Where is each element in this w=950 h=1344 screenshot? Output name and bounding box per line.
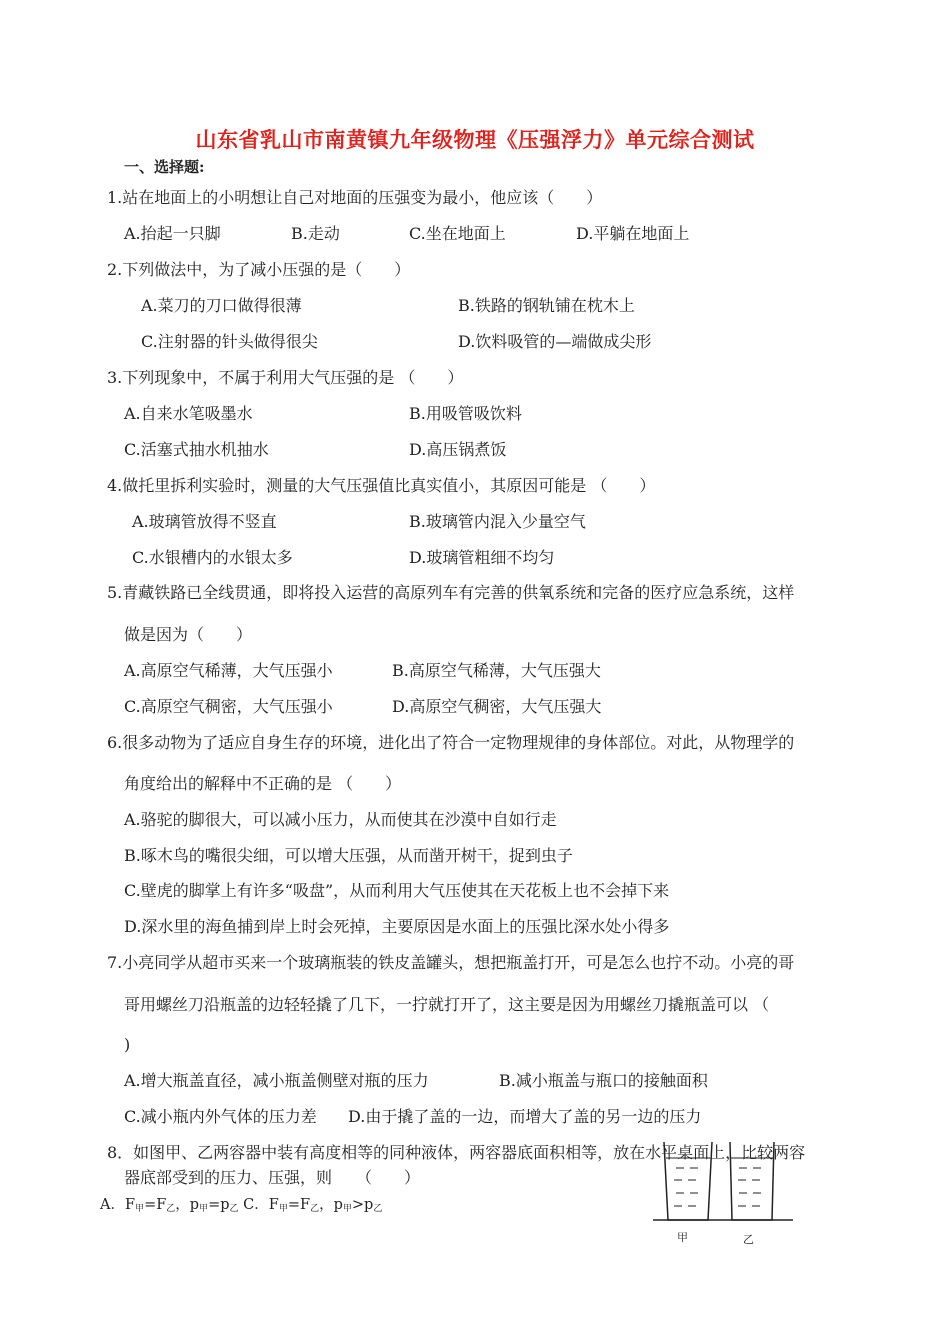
question-2-stem: 2.下列做法中，为了减小压强的是（ ） xyxy=(107,260,411,279)
section-heading: 一、选择题: xyxy=(124,158,205,176)
question-1-option-a: A.抬起一只脚 xyxy=(124,224,221,243)
liquid-hatching-yi xyxy=(738,1168,761,1206)
question-3-option-c: C.活塞式抽水机抽水 xyxy=(124,440,269,459)
question-3-option-a: A.自来水笔吸墨水 xyxy=(124,404,253,423)
question-5-option-a: A.高原空气稀薄，大气压强小 xyxy=(124,661,333,680)
question-5-option-c: C.高原空气稠密，大气压强小 xyxy=(124,697,333,716)
question-2-option-c: C.注射器的针头做得很尖 xyxy=(141,332,318,351)
question-5-stem-line-2: 做是因为（ ） xyxy=(124,625,253,644)
question-5-option-d: D.高原空气稠密，大气压强大 xyxy=(392,697,602,716)
question-5-stem-line-1: 5.青藏铁路已全线贯通，即将投入运营的高原列车有完善的供氧系统和完备的医疗应急系统，这样 xyxy=(107,583,795,602)
question-6-option-b: B.啄木鸟的嘴很尖细，可以增大压强，从而凿开树干，捉到虫子 xyxy=(124,846,573,865)
question-4-option-a: A.玻璃管放得不竖直 xyxy=(132,512,277,531)
liquid-hatching-jia xyxy=(674,1168,698,1206)
question-6-stem-line-2: 角度给出的解释中不正确的是 （ ） xyxy=(124,774,402,793)
question-3-stem: 3.下列现象中，不属于利用大气压强的是 （ ） xyxy=(107,368,464,387)
question-7-stem-line-1: 7.小亮同学从超市买来一个玻璃瓶装的铁皮盖罐头，想把瓶盖打开，可是怎么也拧不动。小亮的哥 xyxy=(107,953,795,972)
question-7-option-a: A.增大瓶盖直径，减小瓶盖侧壁对瓶的压力 xyxy=(124,1071,429,1090)
question-1-option-b: B.走动 xyxy=(291,224,340,243)
question-6-option-c: C.壁虎的脚掌上有许多“吸盘”，从而利用大气压使其在天花板上也不会掉下来 xyxy=(124,881,670,900)
question-2-option-a: A.菜刀的刀口做得很薄 xyxy=(141,296,302,315)
containers-diagram xyxy=(650,1138,795,1248)
question-4-option-d: D.玻璃管粗细不均匀 xyxy=(409,548,555,567)
question-7-stem-line-3: ) xyxy=(124,1035,131,1054)
page-title: 山东省乳山市南黄镇九年级物理《压强浮力》单元综合测试 xyxy=(195,127,755,152)
question-4-option-b: B.玻璃管内混入少量空气 xyxy=(409,512,586,531)
question-2-option-d: D.饮料吸管的—端做成尖形 xyxy=(458,332,652,351)
question-4-stem: 4.做托里拆利实验时，测量的大气压强值比真实值小，其原因可能是 （ ） xyxy=(107,476,656,495)
question-7-option-d: D.由于撬了盖的一边，而增大了盖的另一边的压力 xyxy=(348,1107,702,1126)
question-3-option-d: D.高压锅煮饭 xyxy=(409,440,507,459)
question-6-option-a: A.骆驼的脚很大，可以减小压力，从而使其在沙漠中自如行走 xyxy=(124,810,557,829)
figure-label-jia: 甲 xyxy=(677,1231,688,1244)
question-1-stem: 1.站在地面上的小明想让自己对地面的压强变为最小，他应该（ ） xyxy=(107,188,603,207)
question-8-options xyxy=(100,1195,382,1219)
containers-figure xyxy=(650,1138,795,1248)
question-8-option-c: C．$F_甲=F_乙$，$p_甲>p_乙$ xyxy=(243,1197,383,1214)
question-7-stem-line-2: 哥用螺丝刀沿瓶盖的边轻轻撬了几下，一拧就打开了，这主要是因为用螺丝刀撬瓶盖可以 （ xyxy=(124,995,770,1014)
question-7-option-c: C.减小瓶内外气体的压力差 xyxy=(124,1107,317,1126)
question-7-option-b: B.减小瓶盖与瓶口的接触面积 xyxy=(499,1071,708,1090)
question-6-option-d: D.深水里的海鱼捕到岸上时会死掉，主要原因是水面上的压强比深水处小得多 xyxy=(124,917,670,936)
question-8-option-a: A．$F_甲=F_乙$，$p_甲=p_乙$ xyxy=(100,1197,239,1214)
question-3-option-b: B.用吸管吸饮料 xyxy=(409,404,522,423)
container-yi xyxy=(730,1142,774,1220)
question-5-option-b: B.高原空气稀薄，大气压强大 xyxy=(392,661,601,680)
question-8-stem-line-2: 器底部受到的压力、压强，则 （ ） xyxy=(124,1168,421,1187)
question-1-option-d: D.平躺在地面上 xyxy=(576,224,690,243)
question-8-stem-line-1: 8．如图甲、乙两容器中装有高度相等的同种液体，两容器底面积相等，放在水平桌面上，比较两容 xyxy=(107,1143,806,1162)
question-2-option-b: B.铁路的钢轨铺在枕木上 xyxy=(458,296,635,315)
question-6-stem-line-1: 6.很多动物为了适应自身生存的环境，进化出了符合一定物理规律的身体部位。对此，从物理学的 xyxy=(107,733,795,752)
figure-label-yi: 乙 xyxy=(743,1233,754,1246)
question-4-option-c: C.水银槽内的水银太多 xyxy=(132,548,293,567)
container-jia xyxy=(664,1142,712,1220)
question-1-option-c: C.坐在地面上 xyxy=(409,224,506,243)
